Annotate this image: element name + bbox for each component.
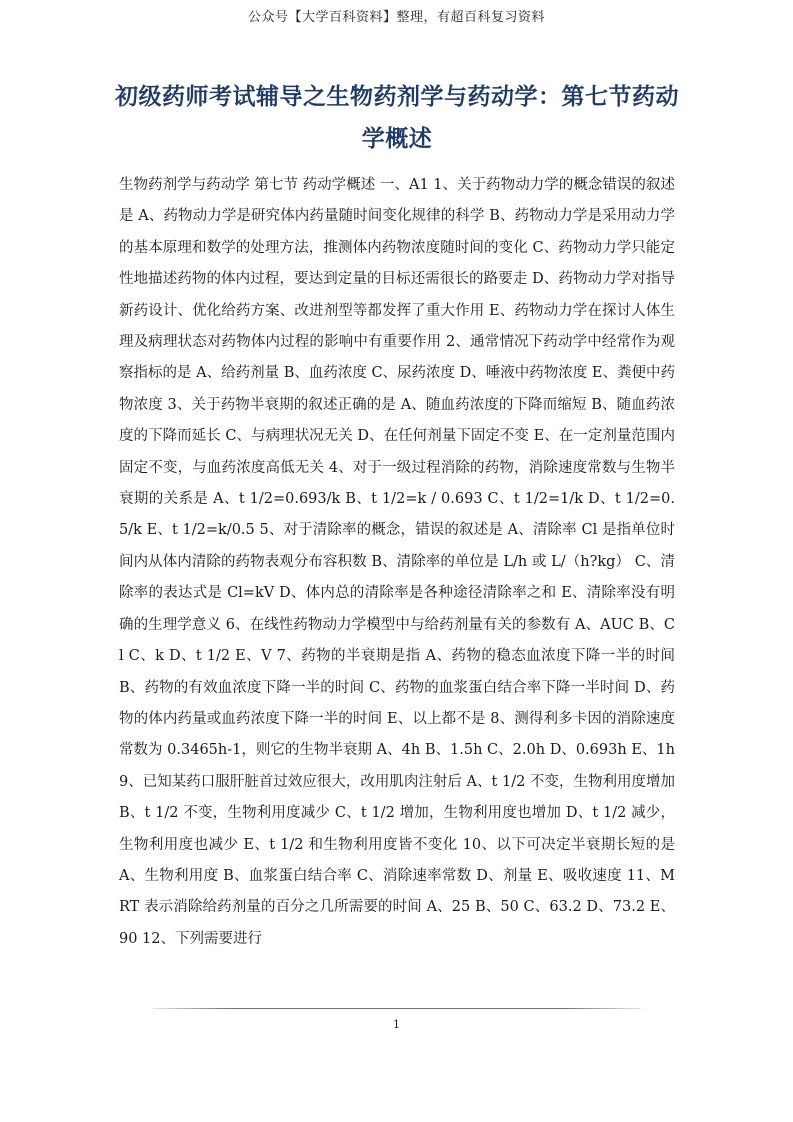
page-number: 1 [393,1018,400,1031]
header-note: 公众号【大学百科资料】整理，有超百科复习资料 [247,10,545,25]
footer-divider [153,1008,641,1009]
document-body: 生物药剂学与药动学 第七节 药动学概述 一、A1 1、关于药物动力学的概念错误的叙述是 A、药物动力学是研究体内药量随时间变化规律的科学 B、药物动力学是采用动力学的基本原理和数学的处理方法，推测体内药物浓度随时间的变化 C、药物动力学只能定性地描述药物的体内过程，要达到定量的目标还需很长的路要走 D、药物动力学对指导新药设计、优化给药方案、改进剂型等都发挥了重大作用 E、药物动力学在探讨人体生理及病理状态对药物体内过程的影响中有重要作用 2、通常情况下药动学中经常作为观察指标的是 A、给药剂量 B、血药浓度 C、尿药浓度 D、唾液中药物浓度 E、粪便中药物浓度 3、关于药物半衰期的叙述正确的是 A、随血药浓度的下降而缩短 B、随血药浓度的下降而延长 C、与病理状况无关 D、在任何剂量下固定不变 E、在一定剂量范围内固定不变，与血药浓度高低无关 4、对于一级过程消除的药物，消除速度常数与生物半衰期的关系是 A、t 1/2=0.693/k B、t 1/2=k / 0.693 C、t 1/2=1/k D、t 1/2=0.5/k E、t 1/2=k/0.5 5、对于清除率的概念，错误的叙述是 A、清除率 Cl 是指单位时间内从体内清除的药物表观分布容积数 B、清除率的单位是 L/h 或 L/（h?kg） C、清除率的表达式是 Cl=kV D、体内总的清除率是各种途径清除率之和 E、清除率没有明确的生理学意义 6、在线性药物动力学模型中与给药剂量有关的参数有 A、AUC B、Cl C、k D、t 1/2 E、V 7、药物的半衰期是指 A、药物的稳态血浓度下降一半的时间 B、药物的有效血浓度下降一半的时间 C、药物的血浆蛋白结合率下降一半时间 D、药物的体内药量或血药浓度下降一半的时间 E、以上都不是 8、测得利多卡因的消除速度常数为 0.3465h-1，则它的生物半衰期 A、4h B、1.5h C、2.0h D、0.693h E、1h 9、已知某药口服肝脏首过效应很大，改用肌肉注射后 A、t 1/2 不变，生物利用度增加 B、t 1/2 不变，生物利用度减少 C、t 1/2 增加，生物利用度也增加 D、t 1/2 减少，生物利用度也减少 E、t 1/2 和生物利用度皆不变化 10、以下可决定半衰期长短的是 A、生物利用度 B、血浆蛋白结合率 C、消除速率常数 D、剂量 E、吸收速度 11、MRT 表示消除给药剂量的百分之几所需要的时间 A、25 B、50 C、63.2 D、73.2 E、90 12、下列需要进行 [119,177,675,947]
document-title: 初级药师考试辅导之生物药剂学与药动学：第七节药动学概述 [115,84,679,152]
